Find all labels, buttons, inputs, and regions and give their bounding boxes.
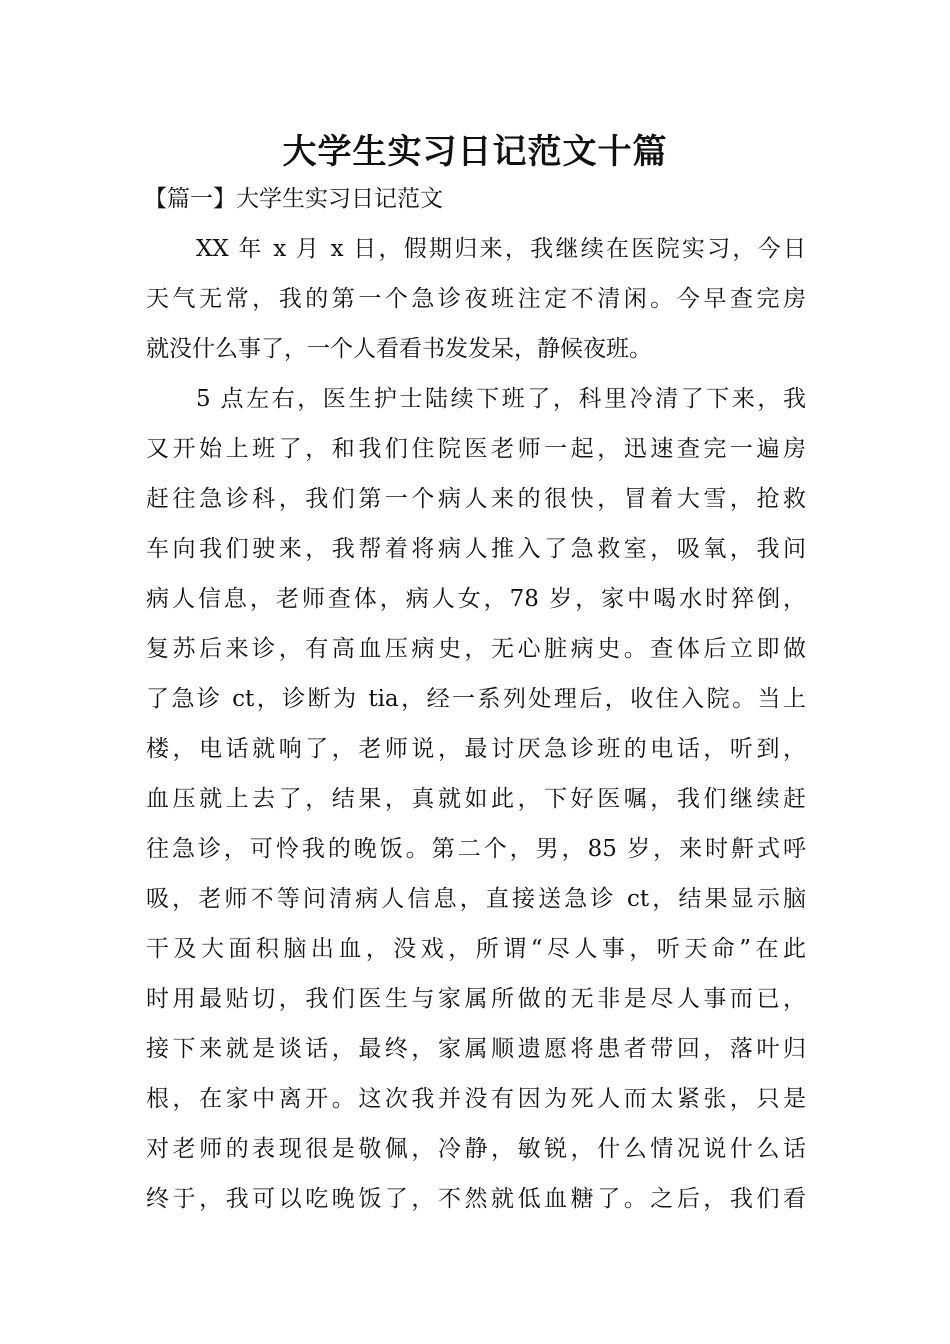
paragraph-line: 根，在家中离开。这次我并没有因为死人而太紧张，只是 [146,1086,806,1112]
paragraph-line: 终于，我可以吃晚饭了，不然就低血糖了。之后，我们看 [146,1186,806,1212]
paragraph-line: 对老师的表现很是敬佩，冷静，敏锐，什么情况说什么话 [146,1136,806,1162]
paragraph-line: XX 年 x 月 x 日，假期归来，我继续在医院实习，今日 [196,236,806,262]
paragraph-line: 复苏后来诊，有高血压病史，无心脏病史。查体后立即做 [146,636,806,662]
paragraph-line: 干及大面积脑出血，没戏，所谓“尽人事，听天命”在此 [146,936,806,962]
paragraph-line: 吸，老师不等问清病人信息，直接送急诊 ct，结果显示脑 [146,886,806,912]
paragraph-line: 又开始上班了，和我们住院医老师一起，迅速查完一遍房 [146,436,806,462]
paragraph-line: 往急诊，可怜我的晚饭。第二个，男，85 岁，来时鼾式呼 [146,836,806,862]
paragraph-line: 就没什么事了，一个人看看书发发呆，静候夜班。 [146,336,652,362]
paragraph-line: 赶往急诊科，我们第一个病人来的很快，冒着大雪，抢救 [146,486,806,512]
paragraph-line: 病人信息，老师查体，病人女，78 岁，家中喝水时猝倒， [146,586,806,612]
paragraph-line: 时用最贴切，我们医生与家属所做的无非是尽人事而已， [146,986,806,1012]
paragraph-line: 车向我们驶来，我帮着将病人推入了急救室，吸氧，我问 [146,536,806,562]
section-heading: 【篇一】大学生实习日记范文 [144,186,443,212]
paragraph-line: 接下来就是谈话，最终，家属顺遗愿将患者带回，落叶归 [146,1036,806,1062]
paragraph-line: 楼，电话就响了，老师说，最讨厌急诊班的电话，听到， [146,736,806,762]
paragraph-line: 血压就上去了，结果，真就如此，下好医嘱，我们继续赶 [146,786,806,812]
paragraph-line: 5 点左右，医生护士陆续下班了，科里冷清了下来，我 [196,386,806,412]
paragraph-line: 了急诊 ct，诊断为 tia，经一系列处理后，收住入院。当上 [146,686,806,712]
document-title: 大学生实习日记范文十篇 [282,132,668,172]
paragraph-line: 天气无常，我的第一个急诊夜班注定不清闲。今早查完房 [146,286,806,312]
